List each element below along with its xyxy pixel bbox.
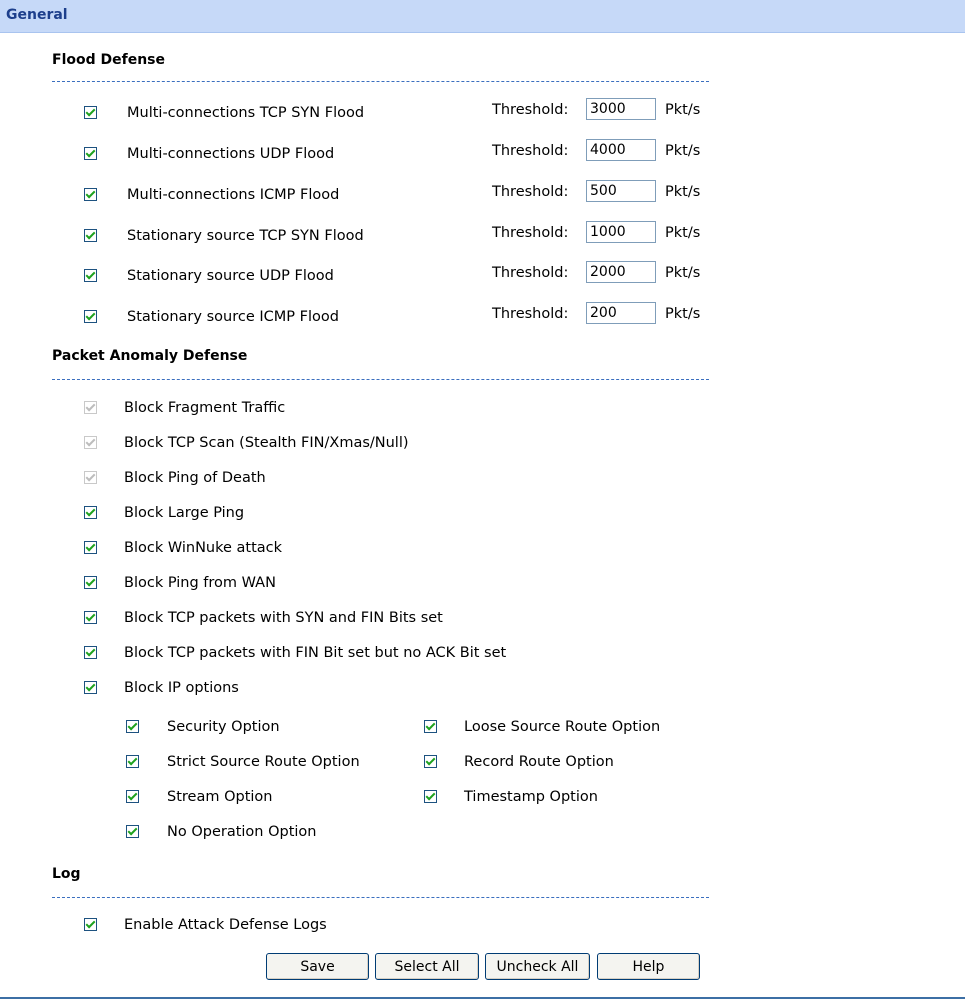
block-winnuke-checkbox[interactable] (84, 541, 97, 554)
block-ping-of-death-checkbox[interactable] (84, 471, 97, 484)
block-large-ping-checkbox[interactable] (84, 506, 97, 519)
udp-flood-label: Multi-connections UDP Flood (127, 146, 335, 162)
block-fragment-checkbox[interactable] (84, 401, 97, 414)
block-ip-options-checkbox[interactable] (84, 681, 97, 694)
unit-label: Pkt/s (665, 306, 701, 322)
enable-logs-label: Enable Attack Defense Logs (124, 917, 327, 933)
block-tcp-scan-label: Block TCP Scan (Stealth FIN/Xmas/Null) (124, 435, 409, 451)
stationary-udp-flood-label: Stationary source UDP Flood (127, 268, 334, 284)
stream-option-label: Stream Option (167, 789, 273, 805)
log-title: Log (52, 866, 81, 882)
strict-source-route-checkbox[interactable] (126, 755, 139, 768)
syn-flood-checkbox[interactable] (84, 106, 97, 119)
syn-flood-threshold-input[interactable] (586, 98, 656, 120)
icmp-flood-checkbox[interactable] (84, 188, 97, 201)
record-route-checkbox[interactable] (424, 755, 437, 768)
stream-option-checkbox[interactable] (126, 790, 139, 803)
section-header (0, 0, 965, 33)
stationary-icmp-flood-threshold-input[interactable] (586, 302, 656, 324)
stationary-syn-flood-threshold-input[interactable] (586, 221, 656, 243)
record-route-label: Record Route Option (464, 754, 614, 770)
divider (52, 379, 709, 380)
uncheck-all-button[interactable]: Uncheck All (485, 953, 590, 980)
stationary-icmp-flood-label: Stationary source ICMP Flood (127, 309, 339, 325)
block-winnuke-label: Block WinNuke attack (124, 540, 283, 556)
threshold-label: Threshold: (492, 184, 569, 200)
help-button[interactable]: Help (597, 953, 700, 980)
stationary-syn-flood-label: Stationary source TCP SYN Flood (127, 228, 364, 244)
strict-source-route-label: Strict Source Route Option (167, 754, 360, 770)
section-title: General (6, 7, 68, 23)
stationary-syn-flood-checkbox[interactable] (84, 229, 97, 242)
threshold-label: Threshold: (492, 306, 569, 322)
loose-source-route-checkbox[interactable] (424, 720, 437, 733)
block-ping-of-death-label: Block Ping of Death (124, 470, 266, 486)
enable-logs-checkbox[interactable] (84, 918, 97, 931)
unit-label: Pkt/s (665, 265, 701, 281)
block-fin-no-ack-checkbox[interactable] (84, 646, 97, 659)
threshold-label: Threshold: (492, 225, 569, 241)
udp-flood-checkbox[interactable] (84, 147, 97, 160)
no-operation-label: No Operation Option (167, 824, 317, 840)
threshold-label: Threshold: (492, 265, 569, 281)
block-ping-from-wan-label: Block Ping from WAN (124, 575, 276, 591)
block-syn-fin-checkbox[interactable] (84, 611, 97, 624)
unit-label: Pkt/s (665, 143, 701, 159)
security-option-label: Security Option (167, 719, 280, 735)
security-option-checkbox[interactable] (126, 720, 139, 733)
syn-flood-label: Multi-connections TCP SYN Flood (127, 105, 365, 121)
unit-label: Pkt/s (665, 102, 701, 118)
stationary-udp-flood-threshold-input[interactable] (586, 261, 656, 283)
icmp-flood-threshold-input[interactable] (586, 180, 656, 202)
threshold-label: Threshold: (492, 143, 569, 159)
timestamp-option-checkbox[interactable] (424, 790, 437, 803)
loose-source-route-label: Loose Source Route Option (464, 719, 661, 735)
udp-flood-threshold-input[interactable] (586, 139, 656, 161)
block-ping-from-wan-checkbox[interactable] (84, 576, 97, 589)
threshold-label: Threshold: (492, 102, 569, 118)
no-operation-checkbox[interactable] (126, 825, 139, 838)
stationary-udp-flood-checkbox[interactable] (84, 269, 97, 282)
flood-defense-title: Flood Defense (52, 52, 165, 68)
timestamp-option-label: Timestamp Option (464, 789, 598, 805)
icmp-flood-label: Multi-connections ICMP Flood (127, 187, 340, 203)
unit-label: Pkt/s (665, 184, 701, 200)
block-syn-fin-label: Block TCP packets with SYN and FIN Bits set (124, 610, 443, 626)
select-all-button[interactable]: Select All (375, 953, 479, 980)
packet-anomaly-title: Packet Anomaly Defense (52, 348, 248, 364)
block-fin-no-ack-label: Block TCP packets with FIN Bit set but no ACK Bit set (124, 645, 507, 661)
divider (52, 81, 709, 82)
stationary-icmp-flood-checkbox[interactable] (84, 310, 97, 323)
divider (52, 897, 709, 898)
block-fragment-label: Block Fragment Traffic (124, 400, 286, 416)
block-ip-options-label: Block IP options (124, 680, 239, 696)
save-button[interactable]: Save (266, 953, 369, 980)
block-tcp-scan-checkbox[interactable] (84, 436, 97, 449)
bottom-border (0, 997, 965, 999)
unit-label: Pkt/s (665, 225, 701, 241)
block-large-ping-label: Block Large Ping (124, 505, 245, 521)
